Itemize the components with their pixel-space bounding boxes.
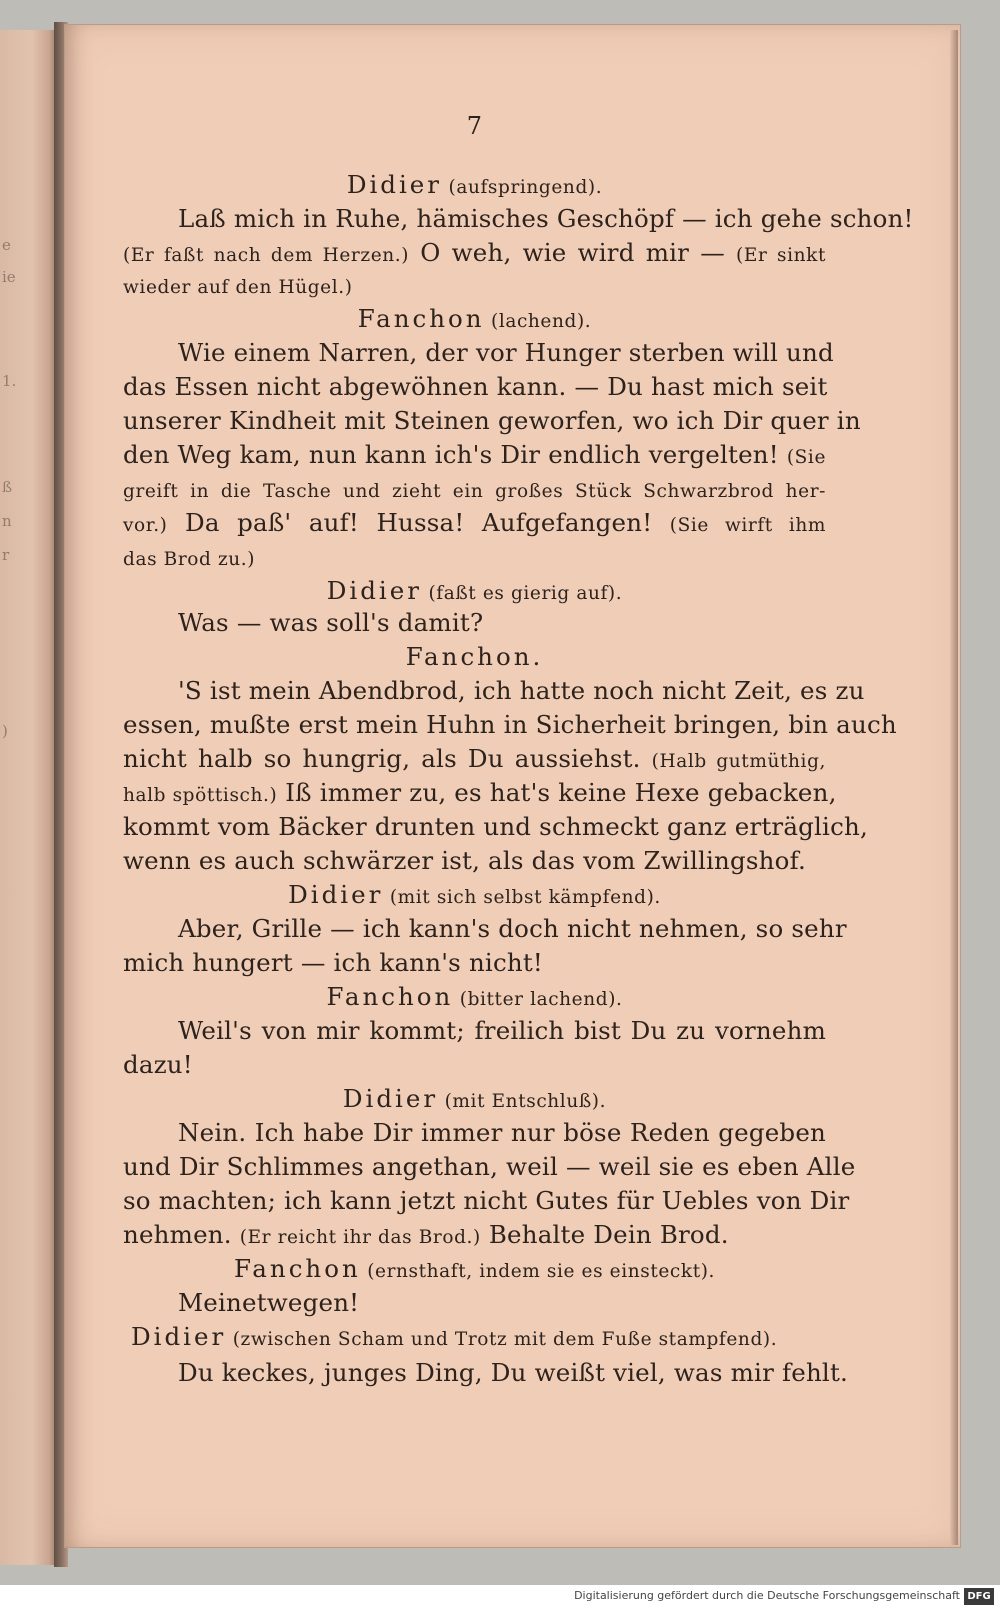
text-line: [123, 710, 897, 742]
text-line: [123, 880, 826, 912]
stage-direction: (bitter lachend).: [453, 989, 623, 1010]
dfg-logo: DFG: [964, 1588, 994, 1605]
text-line: [123, 204, 914, 236]
text-line: [123, 914, 847, 946]
text-line: [123, 846, 826, 878]
stage-direction: greift in die Tasche und zieht ein großes Stück Schwarzbrod her-: [123, 481, 826, 502]
stage-direction: (mit sich selbst kämpfend).: [383, 887, 661, 908]
speaker-name: Didier: [326, 576, 422, 605]
text-line: [123, 1220, 826, 1252]
dialogue-text: Wie einem Narren, der vor Hunger sterben will und: [178, 338, 834, 367]
bleed-glyph: n: [2, 512, 12, 530]
stage-direction: vor.): [123, 515, 168, 536]
stage-direction: (Er reicht ihr das Brod.): [239, 1227, 481, 1248]
text-line: [123, 304, 826, 336]
dialogue-text: wenn es auch schwärzer ist, als das vom Zwillingshof.: [123, 846, 806, 875]
stage-direction: (Er faßt nach dem Herzen.): [123, 245, 410, 266]
dialogue-text: und Dir Schlimmes angethan, weil — weil sie es eben Alle: [123, 1152, 856, 1181]
text-line: [123, 744, 826, 776]
text-line: [123, 1118, 826, 1150]
dialogue-text: so machten; ich kann jetzt nicht Gutes für Uebles von Dir: [123, 1186, 850, 1215]
dialogue-text: Behalte Dein Brod.: [480, 1220, 729, 1249]
dialogue-text: Iß immer zu, es hat's keine Hexe gebacken,: [277, 778, 837, 807]
text-line: [123, 1084, 826, 1116]
text-line: [123, 576, 826, 608]
stage-direction: (Sie: [786, 447, 826, 468]
speaker-name: Didier: [288, 880, 384, 909]
text-line: [123, 440, 826, 472]
speaker-name: Fanchon: [357, 304, 485, 333]
stage-direction: (aufspringend).: [442, 177, 603, 198]
left-page-edge: [0, 30, 58, 1565]
dialogue-text: Weil's von mir kommt; freilich bist Du zu vornehm: [178, 1016, 826, 1045]
speaker-name: Didier: [342, 1084, 439, 1113]
bleed-glyph: ß: [2, 478, 13, 496]
speaker-name: Fanchon.: [405, 642, 544, 671]
page-edge: [950, 30, 958, 1545]
speaker-name: Didier: [346, 170, 443, 199]
dialogue-text: Laß mich in Ruhe, hämisches Geschöpf — ich gehe schon!: [178, 204, 914, 233]
bleed-glyph: e: [2, 236, 11, 254]
text-line: [123, 238, 826, 270]
dialogue-text: nicht halb so hungrig, als Du aussiehst.: [123, 744, 652, 773]
speaker-name: Fanchon: [326, 982, 454, 1011]
text-line: [123, 1050, 826, 1082]
dialogue-text: dazu!: [123, 1050, 193, 1079]
text-line: [123, 338, 834, 370]
dialogue-text: Nein. Ich habe Dir immer nur böse Reden gegeben: [178, 1118, 826, 1147]
stage-direction: (Halb gutmüthig,: [651, 751, 826, 772]
dialogue-text: kommt vom Bäcker drunten und schmeckt ganz erträglich,: [123, 812, 868, 841]
dialogue-text: mich hungert — ich kann's nicht!: [123, 948, 543, 977]
dialogue-text: Aber, Grille — ich kann's doch nicht nehmen, so sehr: [178, 914, 847, 943]
dialogue-text: Meinetwegen!: [178, 1288, 360, 1317]
stage-direction: halb spöttisch.): [123, 785, 278, 806]
text-line: [123, 372, 826, 404]
text-line: [123, 474, 826, 506]
speaker-name: Fanchon: [233, 1254, 361, 1283]
text-line: [123, 406, 861, 438]
text-line: [123, 676, 865, 708]
text-line: [123, 542, 826, 574]
dialogue-text: den Weg kam, nun kann ich's Dir endlich vergelten!: [123, 440, 787, 469]
text-line: [123, 1288, 826, 1320]
bleed-glyph: ie: [2, 268, 16, 286]
stage-direction: (faßt es gierig auf).: [421, 583, 623, 604]
dialogue-text: Du keckes, junges Ding, Du weißt viel, was mir fehlt.: [178, 1358, 849, 1387]
stage-direction: (mit Entschluß).: [438, 1091, 607, 1112]
text-line: [123, 1254, 826, 1286]
text-line: [123, 778, 837, 810]
bleed-glyph: 1.: [2, 372, 17, 390]
footer-credit: Digitalisierung gefördert durch die Deutsche Forschungsgemeinschaft: [574, 1589, 960, 1602]
text-line: [123, 948, 826, 980]
text-line: [123, 270, 826, 302]
bleed-glyph: r: [2, 546, 10, 564]
dialogue-text: Da paß' auf! Hussa! Aufgefangen!: [167, 508, 670, 537]
text-line: [123, 1152, 856, 1184]
text-line: [123, 642, 826, 674]
dialogue-text: essen, mußte erst mein Huhn in Sicherheit bringen, bin auch: [123, 710, 897, 739]
dialogue-text: das Essen nicht abgewöhnen kann. — Du hast mich seit: [123, 372, 828, 401]
dialogue-text: unserer Kindheit mit Steinen geworfen, wo ich Dir quer in: [123, 406, 861, 435]
text-line: [123, 608, 826, 640]
stage-direction: (ernsthaft, indem sie es einsteckt).: [360, 1261, 716, 1282]
dialogue-text: 'S ist mein Abendbrod, ich hatte noch nicht Zeit, es zu: [178, 676, 865, 705]
text-line: [123, 170, 826, 202]
stage-direction: wieder auf den Hügel.): [123, 277, 353, 298]
stage-direction: (lachend).: [484, 311, 592, 332]
text-line: [123, 982, 826, 1014]
text-line: [123, 1322, 826, 1354]
text-line: [123, 1358, 849, 1390]
text-line: [123, 1186, 850, 1218]
stage-direction: (Sie wirft ihm: [669, 515, 826, 536]
text-line: [123, 508, 826, 540]
stage-direction: (Er sinkt: [736, 245, 826, 266]
stage-direction: (zwischen Scham und Trotz mit dem Fuße stampfend).: [226, 1329, 778, 1350]
speaker-name: Didier: [131, 1322, 227, 1351]
page-number: 7: [466, 112, 483, 140]
text-line: [123, 812, 868, 844]
dialogue-text: Was — was soll's damit?: [178, 608, 484, 637]
stage-direction: das Brod zu.): [123, 549, 256, 570]
dialogue-text: nehmen.: [123, 1220, 240, 1249]
bleed-glyph: ): [2, 722, 8, 740]
digitization-footer: [0, 1585, 1000, 1609]
text-line: [123, 1016, 826, 1048]
dialogue-text: O weh, wie wird mir —: [409, 238, 737, 267]
